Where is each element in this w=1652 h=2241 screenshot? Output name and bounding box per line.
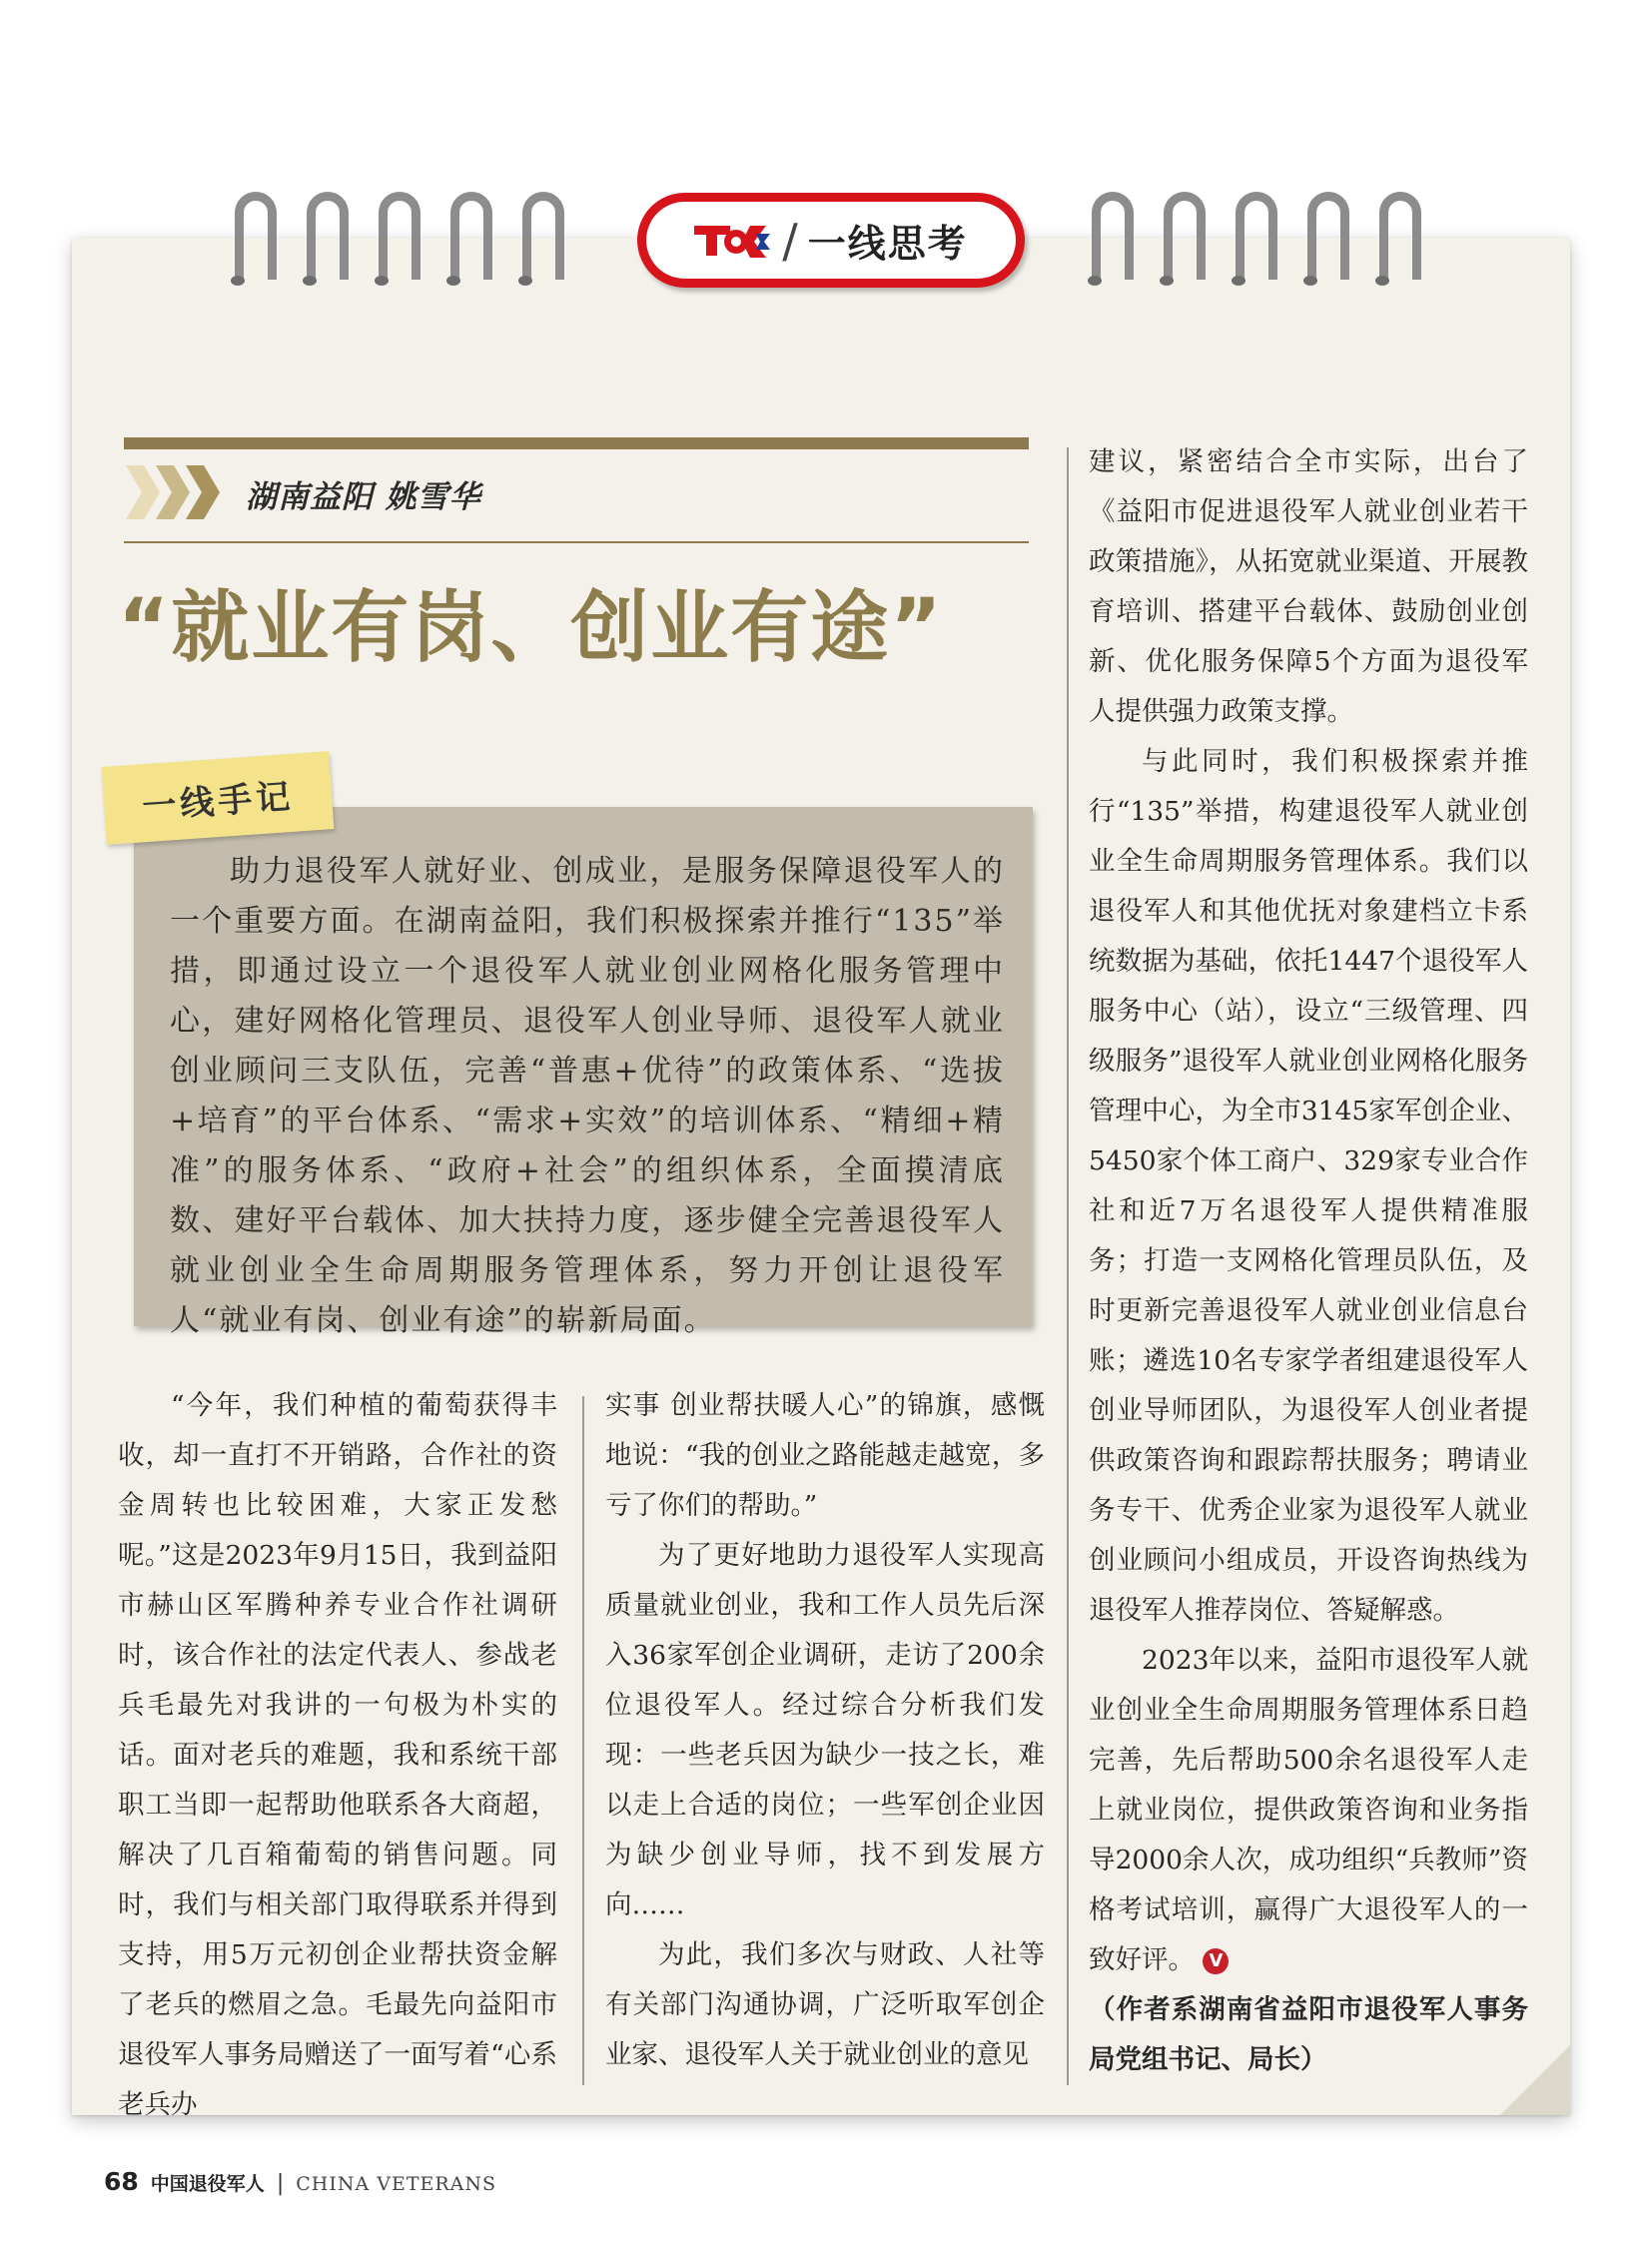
chevrons-icon: [126, 465, 228, 519]
paragraph: 实事 创业帮扶暖人心”的锦旗，感慨地说：“我的创业之路能越走越宽，多亏了你们的帮助。”: [605, 1390, 1045, 1521]
byline: 湖南益阳 姚雪华: [246, 479, 481, 515]
body-column-1: [118, 1381, 557, 2130]
header-rule-thin: [124, 541, 1029, 543]
footer-separator: |: [276, 2171, 285, 2196]
badge-separator: /: [782, 213, 798, 268]
body-column-3: [1089, 437, 1528, 2085]
column-title: 一线思考: [807, 222, 968, 266]
spiral-ring-icon: [379, 192, 420, 280]
china-veterans-logo-icon: [694, 220, 772, 262]
spiral-ring-icon: [1236, 192, 1277, 280]
magazine-name-cn: 中国退役军人: [150, 2173, 265, 2195]
paragraph-text: 2023年以来，益阳市退役军人就业创业全生命周期服务管理体系日趋完善，先后帮助500余名退役军人走上就业岗位，提供政策咨询和业务指导2000余人次，成功组织“兵教师”资格考试培训，赢得广大退役军人的一致好评。: [1089, 1645, 1528, 1975]
spiral-ring-icon: [307, 192, 349, 280]
column-divider: [1067, 447, 1069, 2085]
column-badge: [637, 193, 1025, 288]
spiral-ring-icon: [1307, 192, 1349, 280]
column-divider: [582, 1396, 584, 2085]
page-number: 68: [104, 2167, 139, 2196]
spiral-ring-icon: [450, 192, 492, 280]
spiral-ring-icon: [1092, 192, 1134, 280]
headline: “就业有岗、创业有途”: [118, 583, 944, 673]
paragraph: 为此，我们多次与财政、人社等有关部门沟通协调，广泛听取军创企业家、退役军人关于就业创业的意见: [605, 1939, 1045, 2070]
header-rule-thick: [124, 437, 1029, 449]
end-mark-icon: V: [1203, 1948, 1229, 1974]
spiral-ring-icon: [522, 192, 564, 280]
page-footer: [104, 2167, 496, 2196]
spiral-ring-icon: [1379, 192, 1421, 280]
paragraph: 建议，紧密结合全市实际，出台了《益阳市促进退役军人就业创业若干政策措施》，从拓宽就业渠道、开展教育培训、搭建平台载体、鼓励创业创新、优化服务保障5个方面为退役军人提供强力政策支撑。: [1089, 446, 1528, 727]
body-column-2: [605, 1381, 1045, 2080]
spiral-ring-icon: [235, 192, 277, 280]
notes-tag: 一线手记: [102, 751, 335, 845]
paragraph: 与此同时，我们积极探索并推行“135”举措，构建退役军人就业创业全生命周期服务管理体系。我们以退役军人和其他优抚对象建档立卡系统数据为基础，依托1447个退役军人服务中心（站），设立“三级管理、四级服务”退役军人就业创业网格化服务管理中心，为全市3145家军创企业、5450家个体工商户、329家专业合作社和近7万名退役军人提供精准服务；打造一支网格化管理员队伍，及时更新完善退役军人就业创业信息台账；遴选10名专家学者组建退役军人创业导师团队，为退役军人创业者提供政策咨询和跟踪帮扶服务；聘请业务专干、优秀企业家为退役军人就业创业顾问小组成员，开设咨询热线为退役军人推荐岗位、答疑解惑。: [1089, 746, 1528, 1626]
paragraph: “今年，我们种植的葡萄获得丰收，却一直打不开销路，合作社的资金周转也比较困难，大家正发愁呢。”这是2023年9月15日，我到益阳市赫山区军腾种养专业合作社调研时，该合作社的法定代表人、参战老兵毛最先对我讲的一句极为朴实的话。面对老兵的难题，我和系统干部职工当即一起帮助他联系各大商超，解决了几百箱葡萄的销售问题。同时，我们与相关部门取得联系并得到支持，用5万元初创企业帮扶资金解了老兵的燃眉之急。毛最先向益阳市退役军人事务局赠送了一面写着“心系老兵办: [118, 1390, 557, 2120]
notes-text: 助力退役军人就好业、创成业，是服务保障退役军人的一个重要方面。在湖南益阳，我们积极探索并推行“135”举措，即通过设立一个退役军人就业创业网格化服务管理中心，建好网格化管理员、退役军人创业导师、退役军人就业创业顾问三支队伍，完善“普惠+优待”的政策体系、“选拔+培育”的平台体系、“需求+实效”的培训体系、“精细+精准”的服务体系、“政府+社会”的组织体系，全面摸清底数、建好平台载体、加大扶持力度，逐步健全完善退役军人就业创业全生命周期服务管理体系，努力开创让退役军人“就业有岗、创业有途”的崭新局面。: [170, 854, 1005, 1338]
author-credit: （作者系湖南省益阳市退役军人事务局党组书记、局长）: [1089, 1994, 1528, 2075]
magazine-name-en: CHINA VETERANS: [296, 2173, 497, 2195]
spiral-ring-icon: [1164, 192, 1206, 280]
paragraph: 为了更好地助力退役军人实现高质量就业创业，我和工作人员先后深入36家军创企业调研，走访了200余位退役军人。经过综合分析我们发现：一些老兵因为缺少一技之长，难以走上合适的岗位；一些军创企业因为缺少创业导师，找不到发展方向……: [605, 1540, 1045, 1920]
paragraph: [1089, 1636, 1528, 1985]
